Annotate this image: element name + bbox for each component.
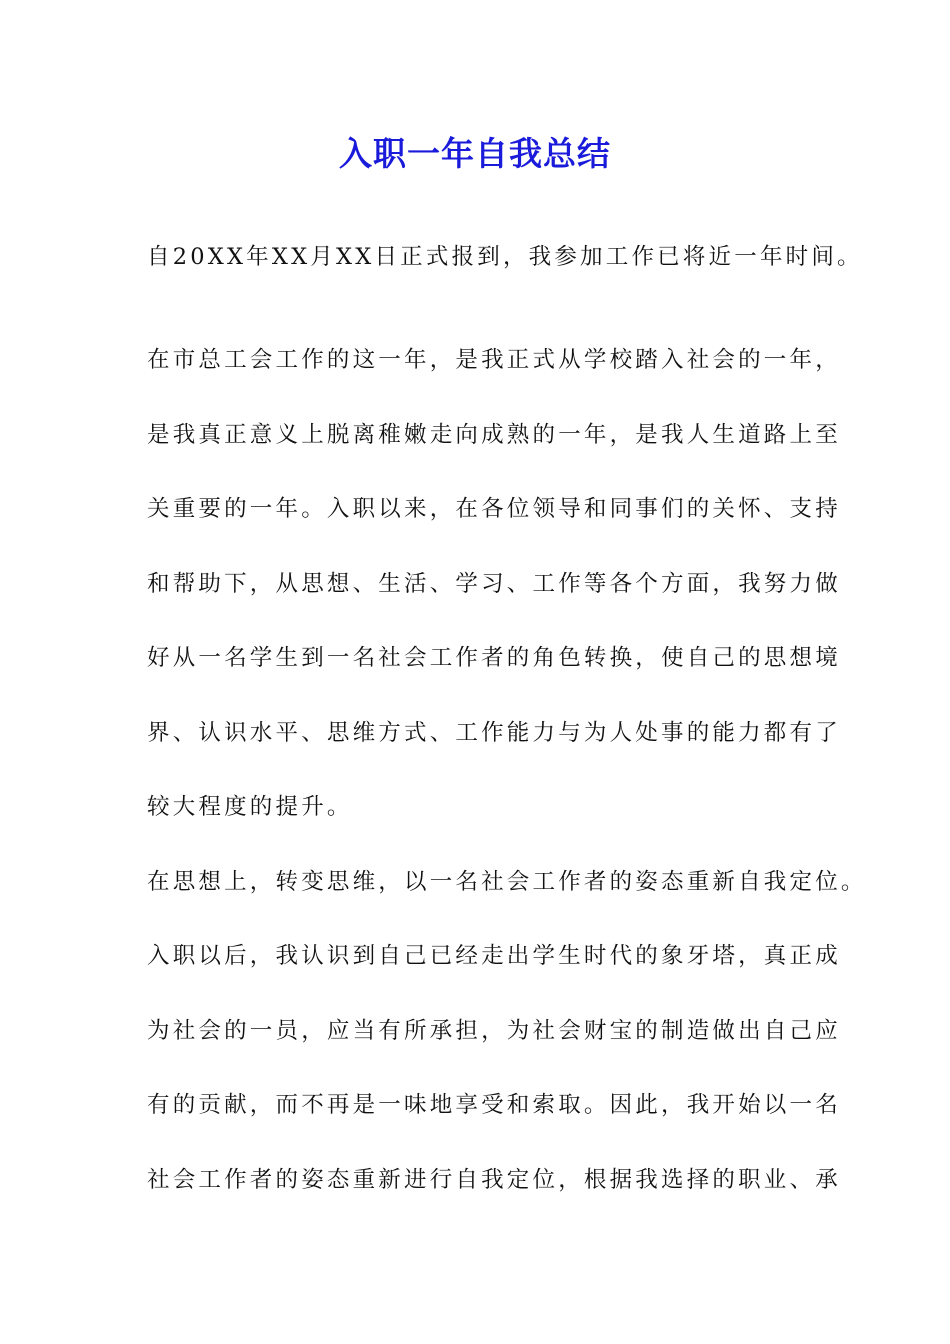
paragraph-line: 有的贡献，而不再是一味地享受和索取。因此，我开始以一名: [147, 1092, 841, 1118]
paragraph-line: 在思想上，转变思维，以一名社会工作者的姿态重新自我定位。: [147, 869, 867, 895]
paragraph-line: 和帮助下，从思想、生活、学习、工作等各个方面，我努力做: [147, 571, 841, 597]
paragraph-line: 好从一名学生到一名社会工作者的角色转换，使自己的思想境: [147, 645, 841, 671]
paragraph-line: 关重要的一年。入职以来，在各位领导和同事们的关怀、支持: [147, 496, 841, 522]
paragraph-line: 在市总工会工作的这一年，是我正式从学校踏入社会的一年，: [147, 347, 841, 373]
paragraph-line: 入职以后，我认识到自己已经走出学生时代的象牙塔，真正成: [147, 943, 841, 969]
paragraph-line: 社会工作者的姿态重新进行自我定位，根据我选择的职业、承: [147, 1167, 841, 1193]
paragraph-line: 是我真正意义上脱离稚嫩走向成熟的一年，是我人生道路上至: [147, 422, 841, 448]
paragraph-line: 自20XX年XX月XX日正式报到，我参加工作已将近一年时间。: [147, 244, 863, 270]
paragraph-line: 为社会的一员，应当有所承担，为社会财宝的制造做出自己应: [147, 1018, 841, 1044]
paragraph-line: 界、认识水平、思维方式、工作能力与为人处事的能力都有了: [147, 720, 841, 746]
paragraph-line: 较大程度的提升。: [147, 794, 353, 820]
document-title: 入职一年自我总结: [339, 134, 611, 173]
